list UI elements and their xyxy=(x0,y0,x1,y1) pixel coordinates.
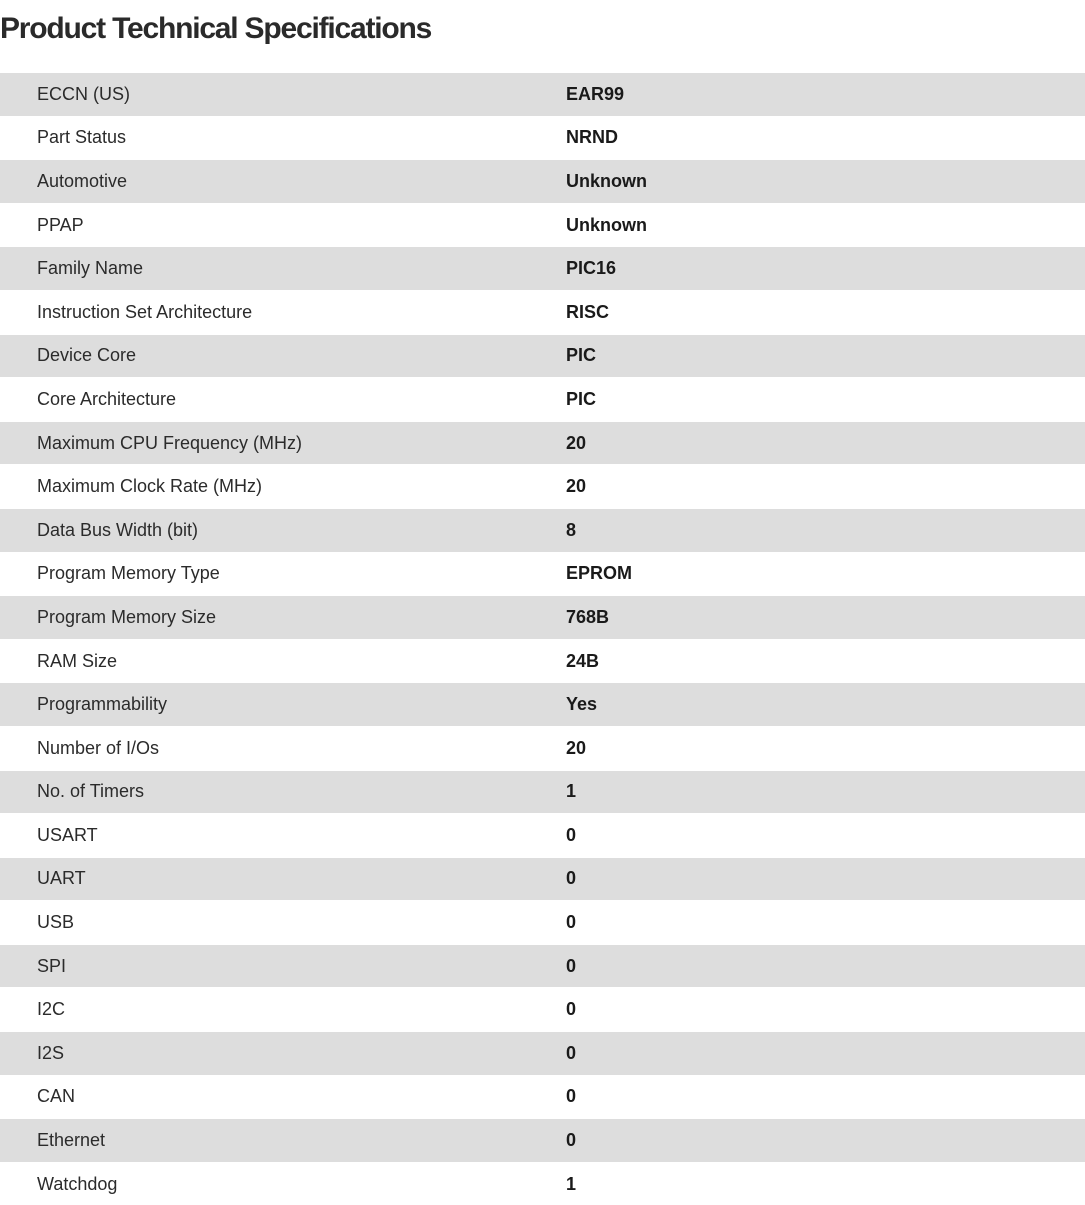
table-row xyxy=(0,421,1085,465)
spec-label: Core Architecture xyxy=(0,378,566,422)
spec-label: USB xyxy=(0,901,566,945)
table-row xyxy=(0,1032,1085,1076)
table-row xyxy=(0,73,1085,117)
spec-label: UART xyxy=(0,857,566,901)
spec-label: No. of Timers xyxy=(0,770,566,814)
spec-value: 0 xyxy=(566,988,1085,1032)
table-row xyxy=(0,1119,1085,1163)
table-row xyxy=(0,1075,1085,1119)
spec-label: CAN xyxy=(0,1075,566,1119)
spec-value: 0 xyxy=(566,1032,1085,1076)
spec-value: 0 xyxy=(566,901,1085,945)
table-row xyxy=(0,378,1085,422)
spec-label: Program Memory Size xyxy=(0,596,566,640)
spec-value: Unknown xyxy=(566,160,1085,204)
spec-label: ECCN (US) xyxy=(0,73,566,117)
spec-value: 1 xyxy=(566,1162,1085,1205)
spec-value: 0 xyxy=(566,1075,1085,1119)
table-row xyxy=(0,901,1085,945)
spec-label: Device Core xyxy=(0,334,566,378)
spec-value: EPROM xyxy=(566,552,1085,596)
spec-label: Part Status xyxy=(0,116,566,160)
spec-value: 768B xyxy=(566,596,1085,640)
spec-label: Family Name xyxy=(0,247,566,291)
spec-table xyxy=(0,72,1085,1205)
spec-label: Ethernet xyxy=(0,1119,566,1163)
spec-label: I2S xyxy=(0,1032,566,1076)
spec-label: PPAP xyxy=(0,203,566,247)
spec-label: Automotive xyxy=(0,160,566,204)
table-row xyxy=(0,857,1085,901)
table-row xyxy=(0,552,1085,596)
table-row xyxy=(0,334,1085,378)
spec-table-body xyxy=(0,73,1085,1205)
spec-label: Watchdog xyxy=(0,1162,566,1205)
spec-value: 24B xyxy=(566,639,1085,683)
spec-label: Instruction Set Architecture xyxy=(0,290,566,334)
spec-value: 20 xyxy=(566,421,1085,465)
spec-label: SPI xyxy=(0,944,566,988)
spec-value: 0 xyxy=(566,857,1085,901)
table-row xyxy=(0,290,1085,334)
spec-label: Data Bus Width (bit) xyxy=(0,508,566,552)
spec-label: Maximum Clock Rate (MHz) xyxy=(0,465,566,509)
spec-value: 20 xyxy=(566,465,1085,509)
table-row xyxy=(0,639,1085,683)
spec-label: Maximum CPU Frequency (MHz) xyxy=(0,421,566,465)
spec-label: USART xyxy=(0,814,566,858)
spec-value: PIC xyxy=(566,378,1085,422)
spec-value: 1 xyxy=(566,770,1085,814)
table-row xyxy=(0,988,1085,1032)
spec-value: PIC16 xyxy=(566,247,1085,291)
table-row xyxy=(0,596,1085,640)
table-row xyxy=(0,944,1085,988)
table-row xyxy=(0,683,1085,727)
table-row xyxy=(0,160,1085,204)
spec-value: 20 xyxy=(566,726,1085,770)
spec-value: 0 xyxy=(566,1119,1085,1163)
spec-value: 0 xyxy=(566,814,1085,858)
table-row xyxy=(0,508,1085,552)
table-row xyxy=(0,465,1085,509)
table-row xyxy=(0,203,1085,247)
page-title: Product Technical Specifications xyxy=(0,0,1085,72)
spec-label: Program Memory Type xyxy=(0,552,566,596)
spec-label: Number of I/Os xyxy=(0,726,566,770)
spec-value: EAR99 xyxy=(566,73,1085,117)
spec-value: NRND xyxy=(566,116,1085,160)
spec-value: RISC xyxy=(566,290,1085,334)
table-row xyxy=(0,726,1085,770)
spec-value: Yes xyxy=(566,683,1085,727)
spec-value: PIC xyxy=(566,334,1085,378)
table-row xyxy=(0,247,1085,291)
table-row xyxy=(0,116,1085,160)
spec-value: Unknown xyxy=(566,203,1085,247)
spec-value: 0 xyxy=(566,944,1085,988)
table-row xyxy=(0,814,1085,858)
table-row xyxy=(0,1162,1085,1205)
spec-value: 8 xyxy=(566,508,1085,552)
table-row xyxy=(0,770,1085,814)
spec-label: I2C xyxy=(0,988,566,1032)
spec-label: Programmability xyxy=(0,683,566,727)
spec-label: RAM Size xyxy=(0,639,566,683)
